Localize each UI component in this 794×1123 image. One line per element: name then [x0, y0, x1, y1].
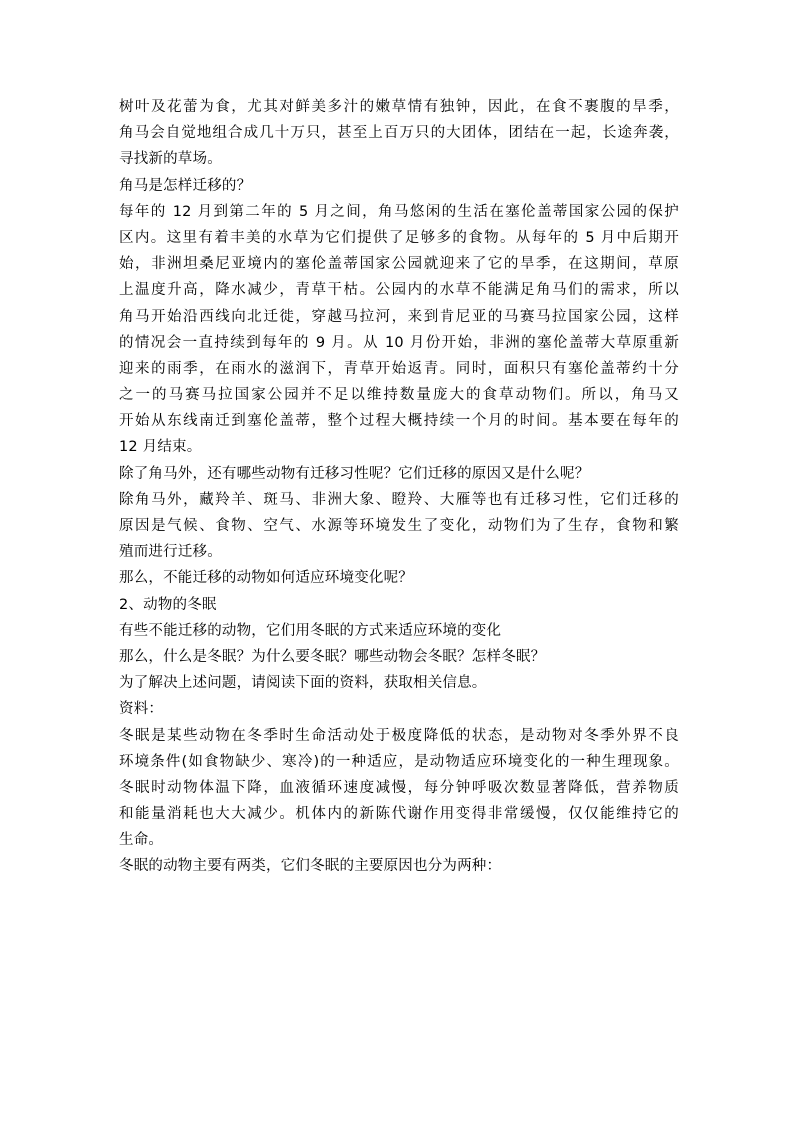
- section-question: 角马是怎样迁移的？: [119, 177, 252, 194]
- paragraph-line: 环境条件(如食物缺少、寒冷)的一种适应，是动物适应环境变化的一种生理现象。: [119, 753, 679, 770]
- paragraph-line: 上温度升高，降水减少，青草干枯。公园内的水草不能满足角马们的需求，所以: [119, 282, 679, 299]
- paragraph-line: 和能量消耗也大大减少。机体内的新陈代谢作用变得非常缓慢，仅仅能维持它的: [119, 806, 679, 823]
- paragraph-line: 始，非洲坦桑尼亚境内的塞伦盖蒂国家公园就迎来了它的旱季，在这期间，草原: [119, 256, 679, 273]
- paragraph-line: 开始从东线南迁到塞伦盖蒂，整个过程大概持续一个月的时间。基本要在每年的: [119, 413, 679, 430]
- paragraph-line: 为了解决上述问题，请阅读下面的资料，获取相关信息。: [119, 675, 487, 692]
- section-heading: 2、动物的冬眠: [119, 596, 217, 613]
- paragraph-line: 树叶及花蕾为食，尤其对鲜美多汁的嫩草情有独钟，因此，在食不裹腹的旱季，: [119, 99, 679, 115]
- paragraph-line: 区内。这里有着丰美的水草为它们提供了足够多的食物。从每年的 5 月中后期开: [119, 229, 679, 246]
- section-question: 那么，什么是冬眠？为什么要冬眠？哪些动物会冬眠？怎样冬眠？: [119, 648, 546, 665]
- paragraph-line: 殖而进行迁移。: [119, 544, 222, 561]
- section-question: 那么，不能迁移的动物如何适应环境变化呢？: [119, 570, 413, 587]
- paragraph-line: 冬眠时动物体温下降，血液循环速度减慢，每分钟呼吸次数显著降低，营养物质: [119, 779, 679, 796]
- material-label: 资料：: [119, 701, 164, 718]
- paragraph-line: 之一的马赛马拉国家公园并不足以维持数量庞大的食草动物们。所以，角马又: [119, 387, 679, 404]
- paragraph-line: 除角马外，藏羚羊、斑马、非洲大象、瞪羚、大雁等也有迁移习性，它们迁移的: [119, 491, 679, 508]
- paragraph-line: 冬眠的动物主要有两类，它们冬眠的主要原因也分为两种：: [119, 858, 502, 875]
- paragraph-line: 原因是气候、食物、空气、水源等环境发生了变化，动物们为了生存，食物和繁: [119, 518, 679, 534]
- paragraph-line: 12 月结束。: [119, 439, 202, 456]
- paragraph-line: 寻找新的草场。: [119, 151, 222, 168]
- document-body: [119, 94, 679, 880]
- paragraph-line: 迎来的雨季，在雨水的滋润下，青草开始返青。同时，面积只有塞伦盖蒂约十分: [119, 360, 679, 377]
- paragraph-line: 角马会自觉地组合成几十万只，甚至上百万只的大团体，团结在一起，长途奔袭，: [119, 125, 679, 142]
- paragraph-line: 角马开始沿西线向北迁徙，穿越马拉河，来到肯尼亚的马赛马拉国家公园，这样: [119, 308, 679, 325]
- paragraph-line: 的情况会一直持续到每年的 9 月。从 10 月份开始，非洲的塞伦盖蒂大草原重新: [119, 334, 679, 351]
- paragraph-line: 冬眠是某些动物在冬季时生命活动处于极度降低的状态，是动物对冬季外界不良: [119, 727, 679, 744]
- section-question: 除了角马外，还有哪些动物有迁移习性呢？它们迁移的原因又是什么呢？: [119, 465, 590, 482]
- paragraph-line: 有些不能迁移的动物，它们用冬眠的方式来适应环境的变化: [119, 622, 502, 639]
- paragraph-line: 生命。: [119, 832, 164, 849]
- paragraph-line: 每年的 12 月到第二年的 5 月之间，角马悠闲的生活在塞伦盖蒂国家公园的保护: [119, 203, 679, 220]
